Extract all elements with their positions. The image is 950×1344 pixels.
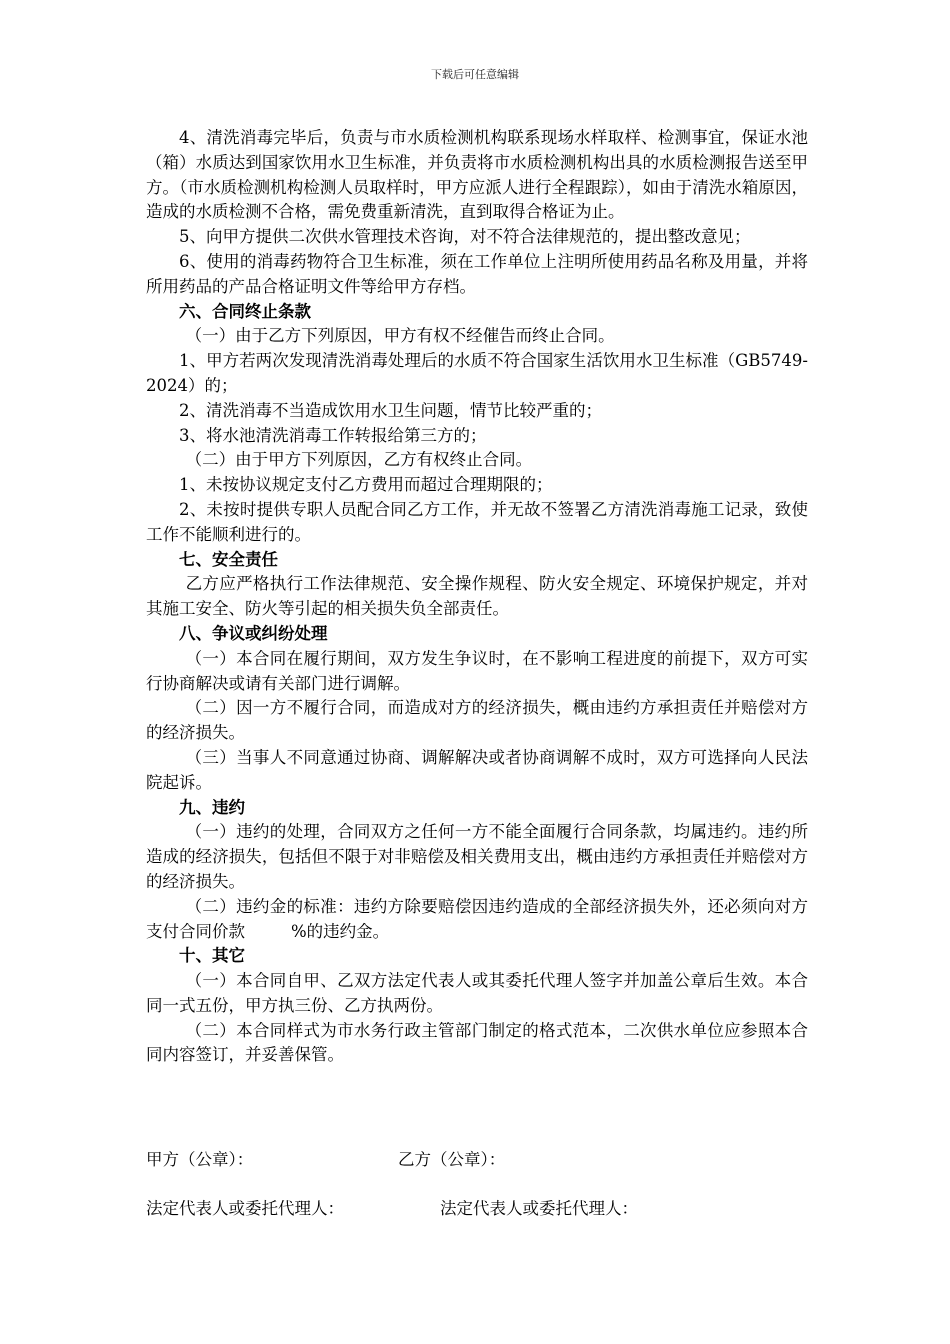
party-b-seal: 乙方（公章）： xyxy=(398,1150,506,1169)
section-heading-6: 六、合同终止条款 xyxy=(179,301,311,321)
clause-5-4: 4、清洗消毒完毕后，负责与市水质检测机构联系现场水样取样、检测事宜，保证水池（箱）水质达到国家饮用水卫生标准，并负责将市水质检测机构出具的水质检测报告送至甲方。（市水质检测机构检测人员取样时，甲方应派人进行全程跟踪），如由于清洗水箱原因，造成的水质检测不合格，需免费重新清洗，直到取得合格证为止。 xyxy=(146,128,808,222)
clause-6-2-1: 1、未按协议规定支付乙方费用而超过合理期限的； xyxy=(179,475,553,495)
clause-9-2-text: （二）违约金的标准：违约方除要赔偿因违约造成的全部经济损失外，还必须向对方支付合同价款 xyxy=(146,896,808,941)
clause-6-1: （一）由于乙方下列原因，甲方有权不经催告而终止合同。 xyxy=(185,326,615,346)
clause-10-2: （二）本合同样式为市水务行政主管部门制定的格式范本，二次供水单位应参照本合同内容签订，并妥善保管。 xyxy=(146,1020,808,1065)
clause-10-1: （一）本合同自甲、乙双方法定代表人或其委托代理人签字并加盖公章后生效。本合同一式五份，甲方执三份、乙方执两份。 xyxy=(146,971,808,1015)
clause-6-1-3: 3、将水池清洗消毒工作转报给第三方的； xyxy=(179,425,487,445)
party-a-seal: 甲方（公章）： xyxy=(146,1150,254,1169)
party-a-representative: 法定代表人或委托代理人： xyxy=(146,1199,344,1218)
section-heading-7: 七、安全责任 xyxy=(179,549,278,569)
clause-8-1: （一）本合同在履行期间，双方发生争议时，在不影响工程进度的前提下，双方可实行协商解决或请有关部门进行调解。 xyxy=(146,648,808,693)
page-header: 下载后可任意编辑 xyxy=(431,68,519,81)
clause-6-2: （二）由于甲方下列原因，乙方有权终止合同。 xyxy=(185,450,533,470)
clause-6-1-1: 1、甲方若两次发现清洗消毒处理后的水质不符合国家生活饮用水卫生标准（GB5749-2024）的； xyxy=(146,351,808,395)
section-heading-10: 十、其它 xyxy=(179,946,245,966)
clause-9-2-suffix: %的违约金。 xyxy=(291,921,390,941)
clause-6-1-2: 2、清洗消毒不当造成饮用水卫生问题，情节比较严重的； xyxy=(179,400,602,420)
clause-8-2: （二）因一方不履行合同，而造成对方的经济损失，概由违约方承担责任并赔偿对方的经济损失。 xyxy=(146,698,808,743)
clause-5-5: 5、向甲方提供二次供水管理技术咨询，对不符合法律规范的，提出整改意见； xyxy=(179,227,751,247)
party-b-representative: 法定代表人或委托代理人： xyxy=(440,1199,638,1218)
clause-6-2-2: 2、未按时提供专职人员配合同乙方工作，并无故不签署乙方清洗消毒施工记录，致使工作不能顺利进行的。 xyxy=(146,499,808,544)
clause-7: 乙方应严格执行工作法律规范、安全操作规程、防火安全规定、环境保护规定，并对其施工安全、防火等引起的相关损失负全部责任。 xyxy=(146,574,808,619)
clause-8-3: （三）当事人不同意通过协商、调解解决或者协商调解不成时，双方可选择向人民法院起诉。 xyxy=(146,747,808,792)
contract-body xyxy=(146,126,808,1068)
section-heading-9: 九、违约 xyxy=(179,797,245,817)
clause-9-1: （一）违约的处理，合同双方之任何一方不能全面履行合同条款，均属违约。违约所造成的经济损失，包括但不限于对非赔偿及相关费用支出，概由违约方承担责任并赔偿对方的经济损失。 xyxy=(146,822,808,891)
section-heading-8: 八、争议或纠纷处理 xyxy=(179,623,328,643)
clause-5-6: 6、使用的消毒药物符合卫生标准，须在工作单位上注明所使用药品名称及用量，并将所用药品的产品合格证明文件等给甲方存档。 xyxy=(146,251,808,296)
clause-9-2 xyxy=(146,895,808,945)
